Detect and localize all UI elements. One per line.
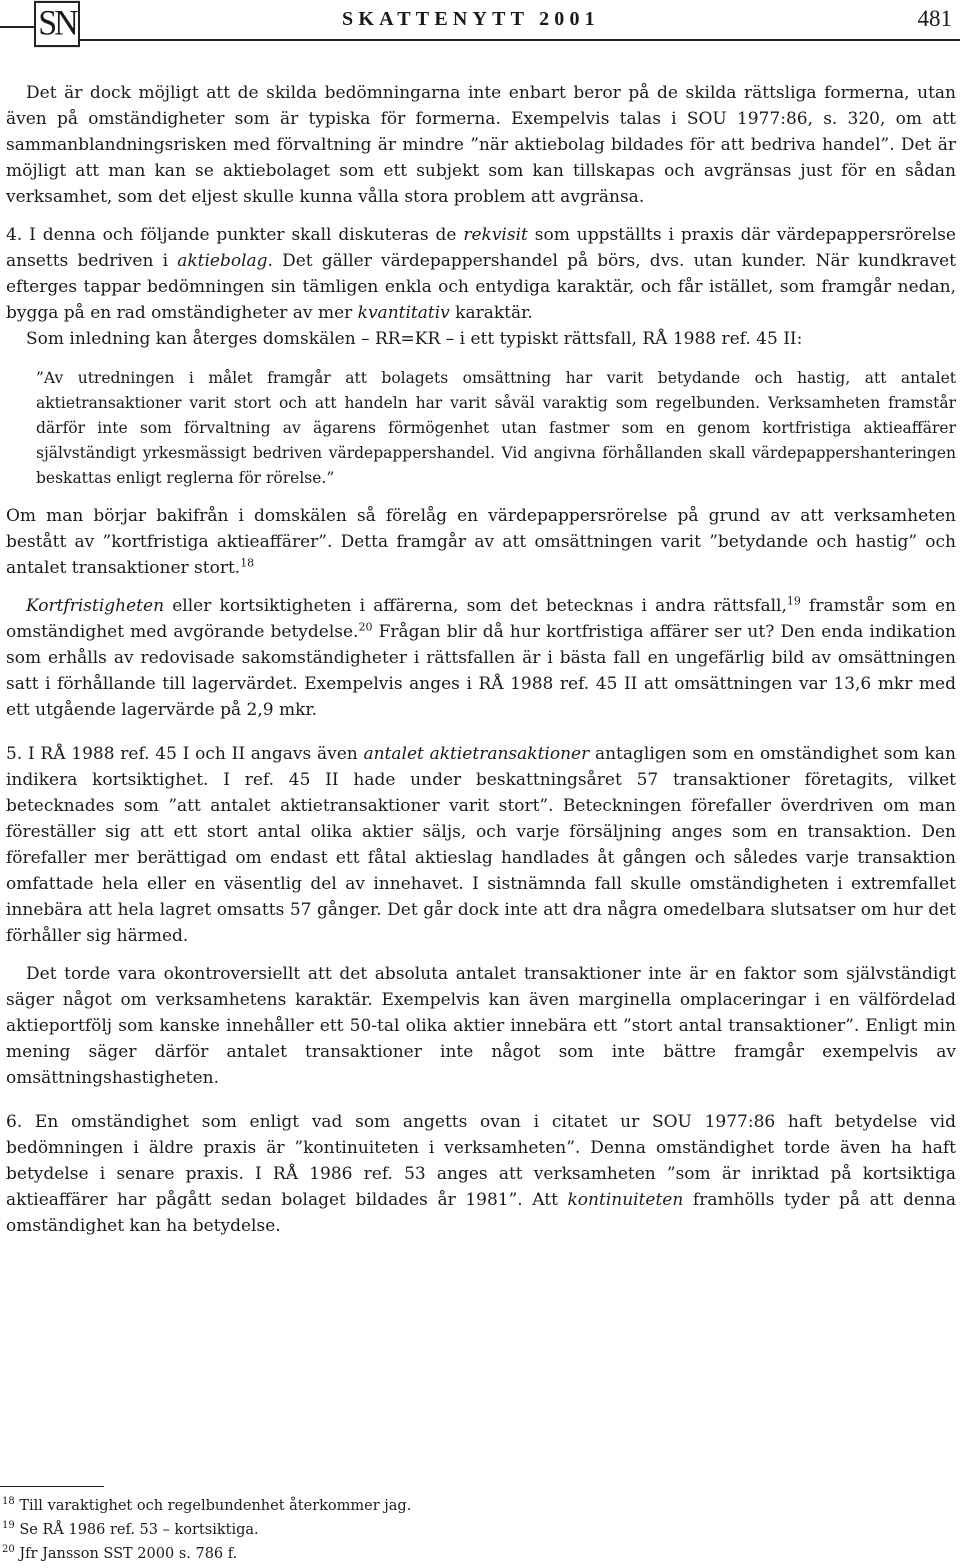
article-body (6, 80, 956, 1239)
text: eller kortsiktigheten i affärerna, som det betecknas i andra rättsfall, (164, 596, 787, 616)
text: 6. En omständighet som enligt vad som angetts ovan i citatet ur SOU 1977:86 haft betydelse vid bedömningen i äldre praxis är ”kontinuiteten i verksamheten”. Denna omständighet torde även ha haft betydelse i senare praxis. I RÅ 1986 ref. 53 anges att verksamheten ”som är inriktad på kortsiktiga aktieaffärer har pågått sedan bolaget bildades år 1981”. Att (6, 1112, 956, 1210)
header-rule-left (0, 26, 34, 28)
journal-logo: SN (34, 1, 80, 47)
footnote-text: Jfr Jansson SST 2000 s. 786 f. (19, 1546, 238, 1562)
text: antagligen som en omständighet som kan indikera kortsiktighet. I ref. 45 II hade under beskattningsåret 57 transaktioner företagits, vilket betecknades som ”att antalet aktietransaktioner varit stort”. Beteckningen förefaller överdriven om man föreställer sig att ett stort antal olika aktier säljs, och varje försäljning anges som en transaktion. Den förefaller mer berättigad om endast ett fåtal aktieslag handlades åt gången och således varje transaktion omfattade hela eller en väsentlig del av innehavet. I sistnämnda fall skulle omständigheten i extremfallet innebära att hela lagret omsatts 57 gånger. Det går dock inte att dra några omedelbara slutsatser om hur det förhåller sig härmed. (6, 744, 957, 946)
emphasis: kontinuiteten (567, 1190, 684, 1210)
text: 4. I denna och följande punkter skall diskuteras de (6, 225, 464, 245)
footnote-19 (2, 1518, 942, 1542)
footnote-20 (2, 1542, 942, 1566)
paragraph-point-4 (6, 222, 956, 326)
block-quote: ”Av utredningen i målet framgår att bolagets omsättning har varit betydande och hastig, att antalet aktietransaktioner varit stort och att handeln har varit såväl varaktig som regelbunden. Verksamheten framstår därför inte som förvaltning av ägarens förmögenhet utan fastmer som en genom kortfristiga aktieaffärer självständigt yrkesmässigt bedriven värdepappershandel. Vid angivna förhållanden skall värdepappershanteringen beskattas enligt reglerna för rörelse.” (36, 369, 956, 487)
text: som uppställts i praxis där värdepappersrörelse ansetts bedriven i (6, 225, 956, 271)
footnote-ref[interactable]: 20 (358, 620, 373, 634)
footnote-ref[interactable]: 18 (240, 556, 255, 570)
emphasis: Kortfristigheten (26, 596, 165, 616)
paragraph: Det torde vara okontroversiellt att det absoluta antalet transaktioner inte är en faktor som självständigt säger något om verksamhetens karaktär. Exempelvis kan även marginella omplaceringar i en välfördelad aktieportfölj som kanske innehåller ett 50-tal olika aktier innebära ett ”stort antal transaktioner”. Enligt min mening säger därför antalet transaktioner inte något som inte bättre framgår exempelvis av omsättningshastigheten. (6, 964, 956, 1088)
footnote-number: 20 (2, 1544, 15, 1556)
footnote-text: Till varaktighet och regelbundenhet återkommer jag. (19, 1498, 412, 1514)
text: karaktär. (449, 303, 533, 323)
paragraph: Det är dock möjligt att de skilda bedömningarna inte enbart beror på de skilda rättsliga formerna, utan även på omständigheter som är typiska för formerna. Exempelvis talas i SOU 1977:86, s. 320, om att sammanblandningsrisken med förvaltning är mindre ”när aktiebolag bildades för att bedriva handel”. Det är möjligt att man kan se aktiebolaget som ett subjekt som kan tillskapas och avgränsas just för en sådan verksamhet, som det eljest skulle kunna vålla stora problem att avgränsa. (6, 83, 956, 207)
footnote-rule (0, 1486, 104, 1487)
text: framhölls tyder på att denna omständighet kan ha betydelse. (6, 1190, 956, 1236)
paragraph-point-5 (6, 741, 956, 949)
page-header (0, 0, 960, 48)
emphasis: kvantitativ (357, 303, 450, 323)
paragraph-point-6 (6, 1109, 956, 1239)
footnote-ref[interactable]: 19 (786, 594, 801, 608)
footnote-18 (2, 1494, 942, 1518)
footnote-number: 18 (2, 1496, 15, 1508)
text: framstår som en omständighet med avgörande betydelse. (6, 596, 957, 642)
text: Frågan blir då hur kortfristiga affärer ser ut? Den enda indikation som erhålls av redovisade sakomständigheter i rättsfallen är i bästa fall en ungefärlig bild av omsättningen satt i förhållande till lagervärdet. Exempelvis anges i RÅ 1988 ref. 45 II att omsättningen var 13,6 mkr med ett utgående lagervärde på 2,9 mkr. (6, 622, 956, 720)
paragraph (6, 593, 956, 723)
paragraph: Som inledning kan återges domskälen – RR=KR – i ett typiskt rättsfall, RÅ 1988 ref. 45 II: (26, 329, 803, 349)
text: . Det gäller värdepappershandel på börs, dvs. utan kunder. När kundkravet efterges tappar bedömningen sin tämligen enkla och entydiga karaktär, och får istället, som framgår nedan, bygga på en rad omständigheter av mer (6, 251, 957, 323)
text: 5. I RÅ 1988 ref. 45 I och II angavs även (6, 744, 364, 764)
footnote-number: 19 (2, 1520, 15, 1532)
page-number: 481 (917, 6, 952, 31)
emphasis: rekvisit (463, 225, 528, 245)
footnote-text: Se RÅ 1986 ref. 53 – kortsiktiga. (19, 1522, 259, 1538)
header-rule-right (80, 39, 960, 41)
paragraph (6, 503, 956, 581)
footnotes (2, 1494, 942, 1566)
text: Om man börjar bakifrån i domskälen så förelåg en värdepappersrörelse på grund av att verksamheten bestått av ”kortfristiga aktieaffärer”. Detta framgår av att omsättningen varit ”betydande och hastig” och antalet transaktioner stort. (6, 506, 956, 578)
emphasis: antalet aktietransaktioner (363, 744, 590, 764)
running-title: SKATTENYTT 2001 (342, 8, 600, 30)
emphasis: aktiebolag (177, 251, 268, 271)
